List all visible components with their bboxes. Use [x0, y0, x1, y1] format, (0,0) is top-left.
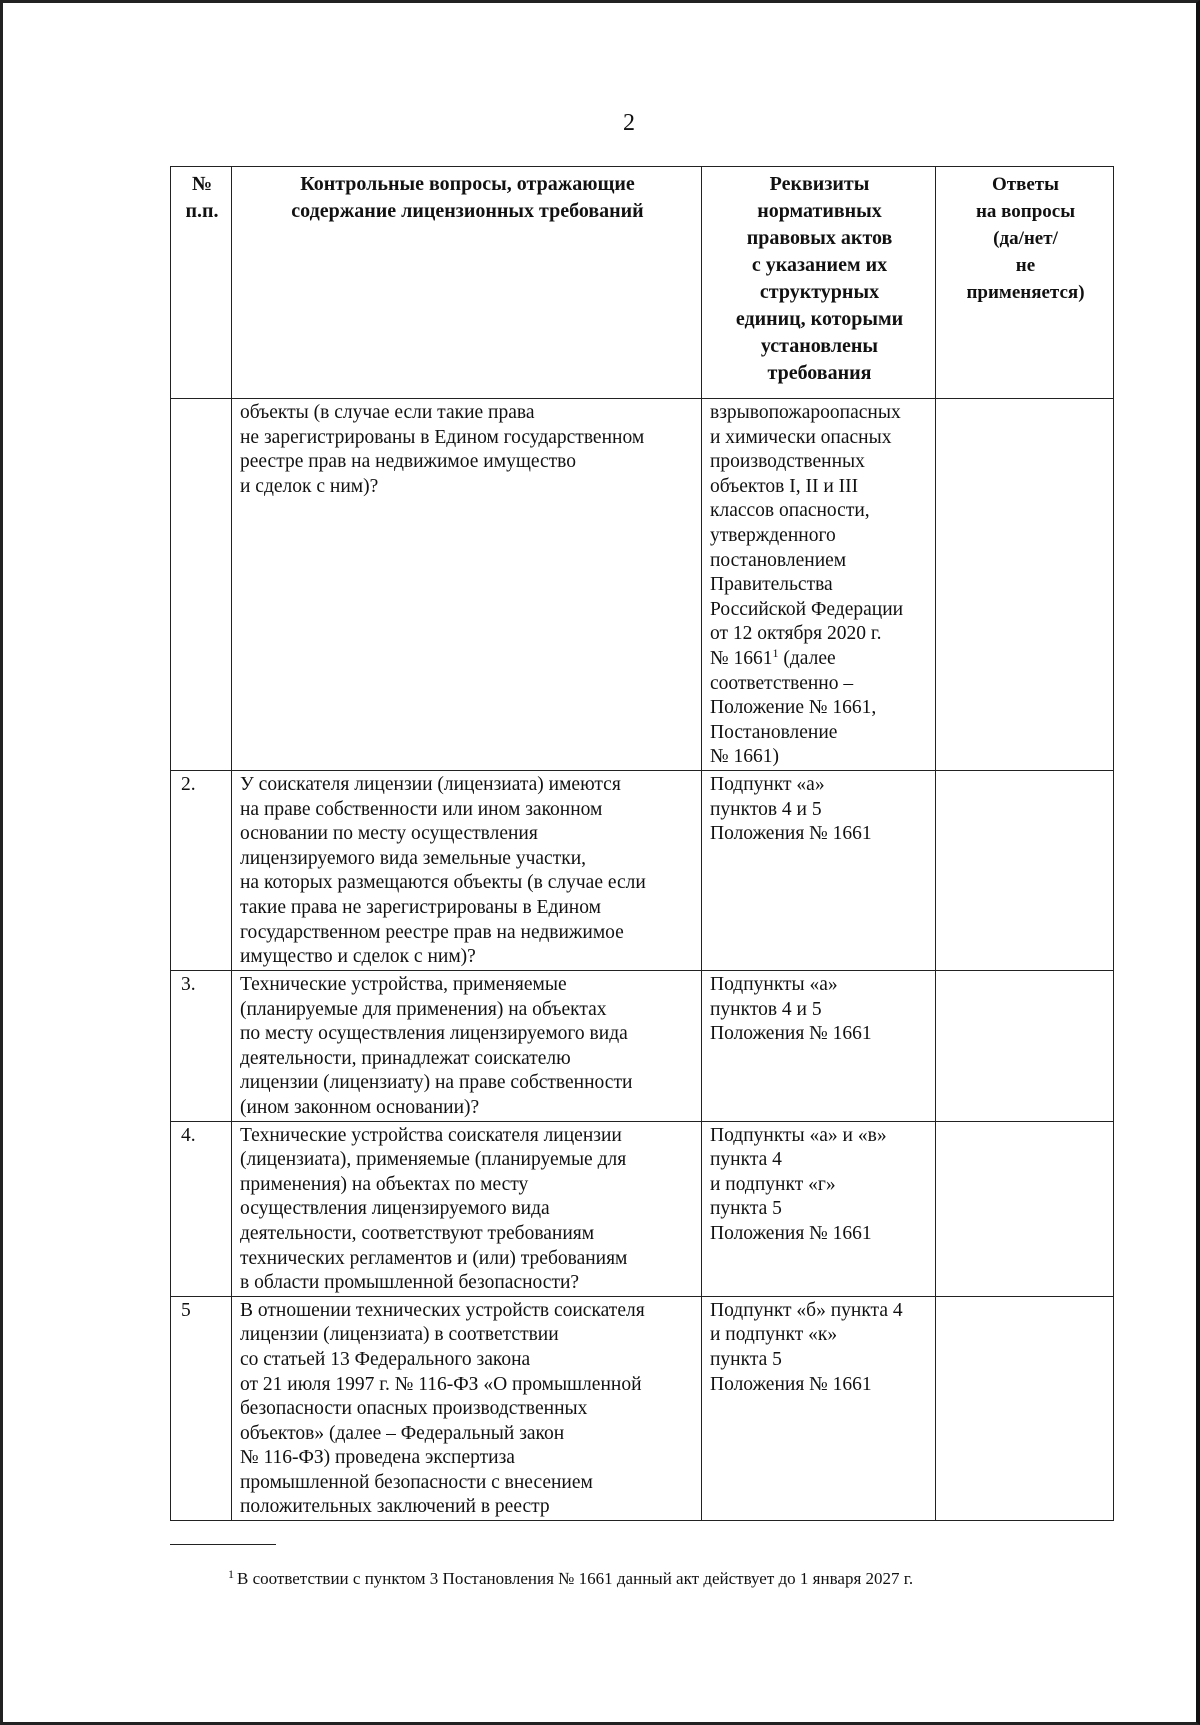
row-question: В отношении технических устройств соискателя лицензии (лицензиата) в соответствии со статьей 13 Федерального закона от 21 июля 1997 г. № 116-ФЗ «О промышленной безопасности опасных производственных объектов» (далее – Федеральный закон № 116-ФЗ) проведена экспертиза промышленной безопасности с внесением положительных заключений в реестр: [232, 1296, 702, 1520]
header-references: Реквизиты нормативных правовых актов с указанием их структурных единиц, которыми установлены требования: [702, 167, 936, 399]
footnote-separator: [170, 1544, 276, 1545]
row-reference: Подпункт «б» пункта 4 и подпункт «к» пункта 5 Положения № 1661: [702, 1296, 936, 1520]
reference-text: взрывопожароопасных и химически опасных производственных объектов I, II и III классов опасности, утвержденного постановлением Правительства Российской Федерации от 12 октября 2020 г. № 1661: [710, 402, 904, 669]
row-answer: [936, 771, 1114, 971]
footnote-text: В соответствии с пунктом 3 Постановления № 1661 данный акт действует до 1 января 2027 г.: [237, 1569, 914, 1588]
table-header-row: [171, 167, 1114, 399]
row-reference: Подпункты «а» пунктов 4 и 5 Положения № 1661: [702, 971, 936, 1122]
row-answer: [936, 399, 1114, 771]
row-number: 3.: [171, 971, 232, 1122]
table-row: [171, 1296, 1114, 1520]
row-question: Технические устройства соискателя лицензии (лицензиата), применяемые (планируемые для применения) на объектах по месту осуществления лицензируемого вида деятельности, соответствуют требованиям технических регламентов и (или) требованиям в области промышленной безопасности?: [232, 1121, 702, 1296]
footnote-mark: 1: [772, 645, 779, 660]
reference-text-continued: (далее соответственно – Положение № 1661, Постановление № 1661): [710, 647, 877, 768]
row-question: У соискателя лицензии (лицензиата) имеются на праве собственности или ином законном основании по месту осуществления лицензируемого вида земельные участки, на которых размещаются объекты (в случае если такие права не зарегистрированы в Едином государственном реестре прав на недвижимое имущество и сделок с ним)?: [232, 771, 702, 971]
row-reference: [702, 399, 936, 771]
row-reference: Подпункт «а» пунктов 4 и 5 Положения № 1661: [702, 771, 936, 971]
header-answers: Ответы на вопросы (да/нет/ не применяется): [936, 167, 1114, 399]
row-question: объекты (в случае если такие права не зарегистрированы в Едином государственном реестре прав на недвижимое имущество и сделок с ним)?: [232, 399, 702, 771]
requirements-table: [170, 166, 1114, 1521]
header-number: № п.п.: [171, 167, 232, 399]
row-number: 5: [171, 1296, 232, 1520]
footnote: [228, 1567, 913, 1589]
footnote-number: 1: [228, 1567, 234, 1581]
row-question: Технические устройства, применяемые (планируемые для применения) на объектах по месту осуществления лицензируемого вида деятельности, принадлежат соискателю лицензии (лицензиату) на праве собственности (ином законном основании)?: [232, 971, 702, 1122]
row-answer: [936, 971, 1114, 1122]
table-row: [171, 771, 1114, 971]
row-number: [171, 399, 232, 771]
table-row: [171, 399, 1114, 771]
page-number: 2: [623, 110, 635, 136]
row-answer: [936, 1121, 1114, 1296]
row-reference: Подпункты «а» и «в» пункта 4 и подпункт «г» пункта 5 Положения № 1661: [702, 1121, 936, 1296]
row-answer: [936, 1296, 1114, 1520]
table-row: [171, 1121, 1114, 1296]
row-number: 2.: [171, 771, 232, 971]
header-questions: Контрольные вопросы, отражающие содержание лицензионных требований: [232, 167, 702, 399]
table-row: [171, 971, 1114, 1122]
row-number: 4.: [171, 1121, 232, 1296]
